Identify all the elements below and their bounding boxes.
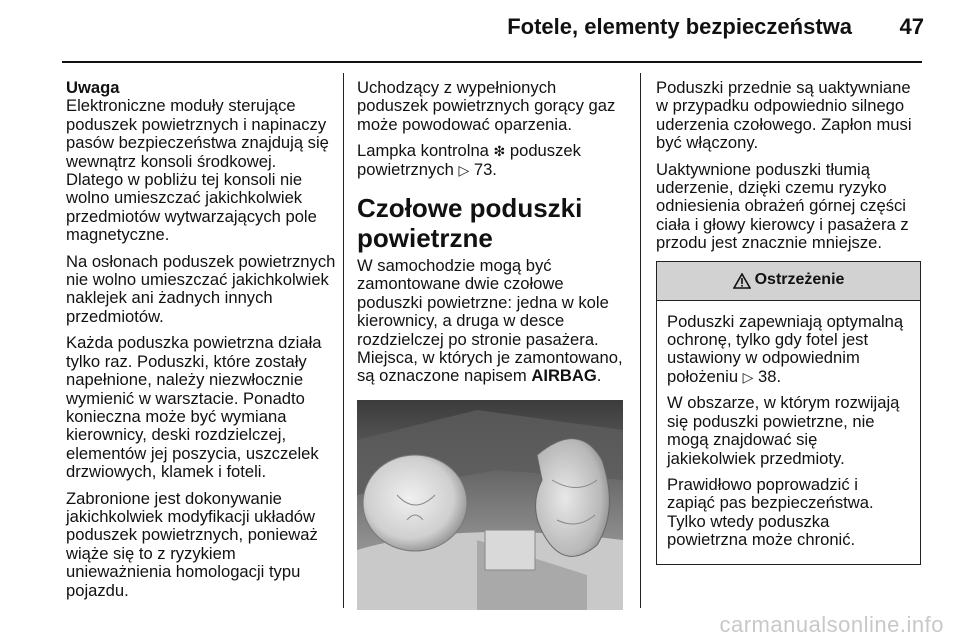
warning-paragraph-2: W obszarze, w którym rozwijają się poduszki powietrzne, nie mogą znajdować się jakiekolwiek przedmioty. [667,393,900,468]
warning-box [656,261,921,565]
column-2 [357,79,625,614]
page-reference-arrow-icon: ▷ [458,161,470,178]
passenger-airbag [536,439,610,557]
activation-text: Poduszki przednie są uaktywniane w przypadku odpowiednio silnego uderzenia czołowego. Zapłon musi być włączony. [656,78,912,153]
front-airbags-description: W samochodzie mogą być zamontowane dwie czołowe poduszki powietrzne: jedna w kole kierownicy, a druga w desce rozdzielczej po stronie pasażera. Miejsca, w których je zamontowano, są oznaczone napisem [357,256,623,386]
warning-body [657,301,920,564]
airbag-illustration [357,400,623,610]
note-title: Uwaga [66,78,120,97]
warning-title: Ostrzeżenie [754,271,845,289]
column-divider-1 [343,73,344,608]
warning-header [657,262,920,301]
page-reference: 38. [753,366,782,386]
column-3 [656,79,921,565]
note-paragraph-2: Na osłonach poduszek powietrznych nie wolno umieszczać jakichkolwiek naklejek ani żadnych innych przedmiotów. [66,251,336,326]
airbag-indicator-icon: ❇ [493,143,506,160]
warning-paragraph-3: Prawidłowo poprowadzić i zapiąć pas bezpieczeństwa. Tylko wtedy poduszka powietrzna może chronić. [667,474,874,550]
note-paragraph-1: Elektroniczne moduły sterujące poduszek powietrznych i napinaczy pasów bezpieczeństwa znajdują się wewnątrz konsoli środkowej. Dlatego w pobliżu tej konsoli nie wolno umieszczać jakichkolwiek przedmiotów wytwarzających pole magnetyczne. [66,96,329,245]
indicator-lamp-text [357,142,625,179]
airbag-label: AIRBAG [531,366,597,386]
header-title: Fotele, elementy bezpieczeństwa [507,14,852,39]
warning-triangle-icon [733,273,751,289]
center-display [485,530,535,570]
column-divider-2 [640,73,641,608]
warning-paragraph-1 [667,313,910,387]
page-reference: 73. [469,159,497,179]
burn-warning-text: Uchodzący z wypełnionych poduszek powietrznych gorący gaz może powodować oparzenia. [357,78,616,134]
front-airbags-text [357,257,625,386]
driver-airbag [363,455,467,551]
page-number: 47 [899,14,924,39]
indicator-lamp-label-2: poduszek powietrznych [357,141,581,179]
warning-paragraph-1-text: Poduszki zapewniają optymalną ochronę, tylko gdy fotel jest ustawiony w odpowiednim położeniu [667,311,904,386]
footer-watermark: carmanualsonline.info [719,612,944,637]
note-paragraph-4: Zabronione jest dokonywanie jakichkolwiek modyfikacji układów poduszek powietrznych, ponieważ wiąże się to z ryzykiem unieważnienia homologacji typu pojazdu. [66,488,318,600]
indicator-lamp-label: Lampka kontrolna [357,141,494,161]
header-rule [62,61,922,63]
front-airbags-end: . [596,366,602,386]
protection-text: Uaktywnione poduszki tłumią uderzenie, dzięki czemu ryzyko odniesienia obrażeń górnej części ciała i głowy kierowcy i pasażera z przodu jest znacznie mniejsze. [656,159,909,253]
section-heading: Czołowe poduszki powietrzne [357,193,583,254]
column-1 [66,79,336,608]
note-paragraph-3: Każda poduszka powietrzna działa tylko raz. Poduszki, które zostały napełnione, należy niezwłocznie wymienić w warsztacie. Ponadto konieczna może być wymiana kierownicy, deski rozdzielczej, elementów jej poszycia, uszczelek drzwiowych, klamek i foteli. [66,333,322,482]
page-reference-arrow-icon: ▷ [742,368,754,385]
